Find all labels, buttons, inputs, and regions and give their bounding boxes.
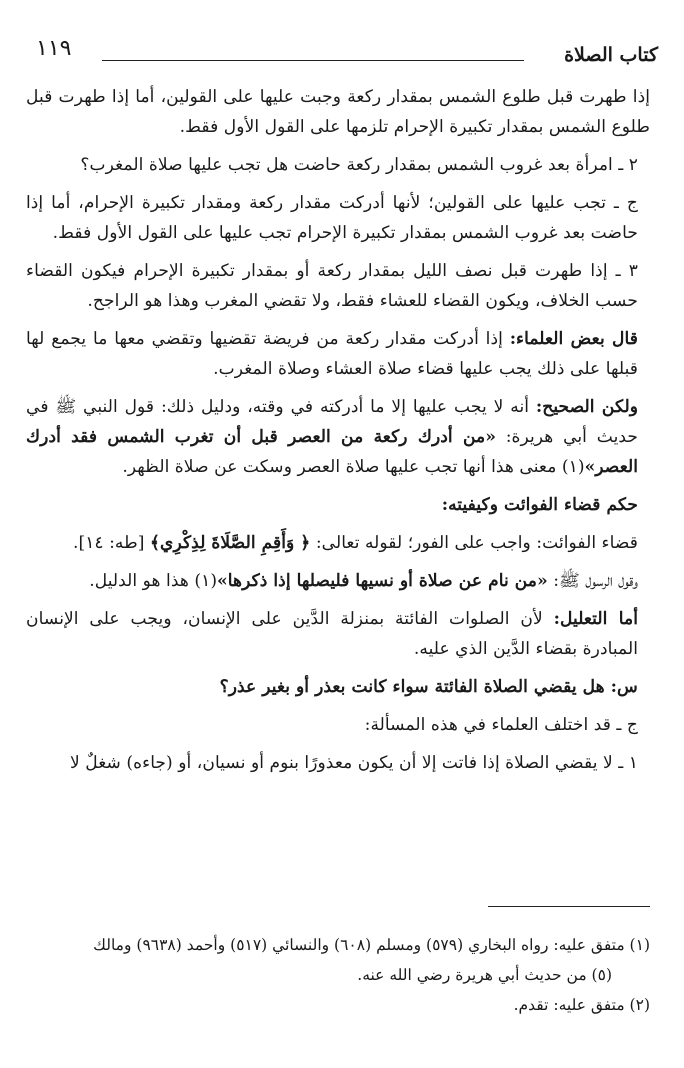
- footnote-1: (١) متفق عليه: رواه البخاري (٥٧٩) ومسلم (٦٠٨) والنسائي (٥١٧) وأحمد (٩٦٣٨) ومالك: [93, 936, 650, 954]
- header-rule: [102, 60, 524, 61]
- paragraph-correct-view: [26, 392, 650, 482]
- footnote-1-continued: (٥) من حديث أبي هريرة رضي الله عنه.: [357, 966, 612, 984]
- chapter-title: كتاب الصلاة: [564, 44, 658, 66]
- heading-missed-prayers: حكم قضاء الفوائت وكيفيته:: [441, 495, 638, 515]
- text-missed-prayers: قضاء الفوائت: واجب على الفور؛ لقوله تعالى:: [310, 533, 638, 553]
- paragraph-missed-prayers: [26, 528, 650, 558]
- answer-line: ج ـ قد اختلف العلماء في هذه المسألة:: [364, 715, 638, 735]
- label-correct-view: ولكن الصحيح:: [535, 397, 638, 417]
- paragraph-3: ٣ ـ إذا طهرت قبل نصف الليل بمقدار ركعة أو بمقدار تكبيرة الإحرام فيكون القضاء حسب الخلاف، ويكون القضاء للعشاء فقط، ولا تقضي المغرب وهذا هو الراجح.: [26, 261, 638, 311]
- footnotes: [26, 930, 650, 1020]
- page-header: [30, 38, 658, 72]
- paragraph-reasoning: [26, 604, 650, 664]
- footnote-2: (٢) متفق عليه: تقدم.: [513, 996, 650, 1014]
- paragraph-question-2: ٢ ـ امرأة بعد غروب الشمس بمقدار ركعة حاضت هل تجب عليها صلاة المغرب؟: [80, 155, 638, 175]
- text-correct-view-2: معنى هذا أنها تجب عليها صلاة العصر وسكت عن صلاة الظهر.: [122, 457, 562, 477]
- text-prophet-saying-2: هذا هو الدليل.: [89, 571, 195, 591]
- paragraph-answer-2: ج ـ تجب عليها على القولين؛ لأنها أدركت مقدار ركعة ومقدار تكبيرة الإحرام، أما إذا حاضت بعد غروب الشمس بمقدار تكبيرة الإحرام تجب عليها على القول الأول فقط.: [26, 193, 638, 243]
- label-reasoning: أما التعليل:: [553, 609, 638, 629]
- quran-verse: ﴿ وَأَقِمِ الصَّلَاةَ لِذِكْرِي﴾: [149, 533, 311, 553]
- paragraph-prophet-saying: [26, 566, 650, 596]
- page-body: [26, 82, 650, 786]
- paragraph-opinion-1: ١ ـ لا يقضي الصلاة إذا فاتت إلا أن يكون معذورًا بنوم أو نسيان، أو (جاءه) شغلٌ لا: [69, 753, 638, 773]
- hadith-asr: «من أدرك ركعة من العصر قبل أن تغرب الشمس فقد أدرك العصر»: [26, 427, 638, 477]
- hadith-sleep: «من نام عن صلاة أو نسيها فليصلها إذا ذكرها»: [217, 571, 548, 591]
- label-some-scholars: قال بعض العلماء:: [509, 329, 638, 349]
- footnote-ref-2: (١): [194, 571, 218, 591]
- paragraph-1: إذا طهرت قبل طلوع الشمس بمقدار ركعة وجبت عليها على القولين، أما إذا طهرت قبل طلوع الشمس بمقدار تكبيرة الإحرام تلزمها على القول الأول فقط.: [26, 87, 650, 137]
- footnotes-rule: [488, 906, 650, 907]
- footnote-ref-1: (١): [561, 457, 585, 477]
- text-correct-view-1: أنه لا يجب عليها إلا ما أدركته في وقته، ودليل ذلك: قول النبي ﷺ في حديث أبي هريرة:: [26, 397, 638, 447]
- text-some-scholars: إذا أدركت مقدار ركعة من فريضة تقضيها وتقضي معها ما يجمع لها قبلها على ذلك يجب عليها قضاء صلاة العشاء وصلاة المغرب.: [26, 329, 638, 379]
- paragraph-some-scholars: [26, 324, 650, 384]
- quran-citation: [طه: ١٤].: [73, 533, 150, 553]
- text-reasoning: لأن الصلوات الفائتة بمنزلة الدَّين على الإنسان، ويجب على الإنسان المبادرة بقضاء الدَّين الذي عليه.: [26, 609, 638, 659]
- text-prophet-saying-1: وقول الرسول ﷺ:: [547, 571, 638, 591]
- question-heading: س: هل يقضي الصلاة الفائتة سواء كانت بعذر أو بغير عذر؟: [219, 677, 638, 697]
- page-number: ١١٩: [36, 36, 72, 61]
